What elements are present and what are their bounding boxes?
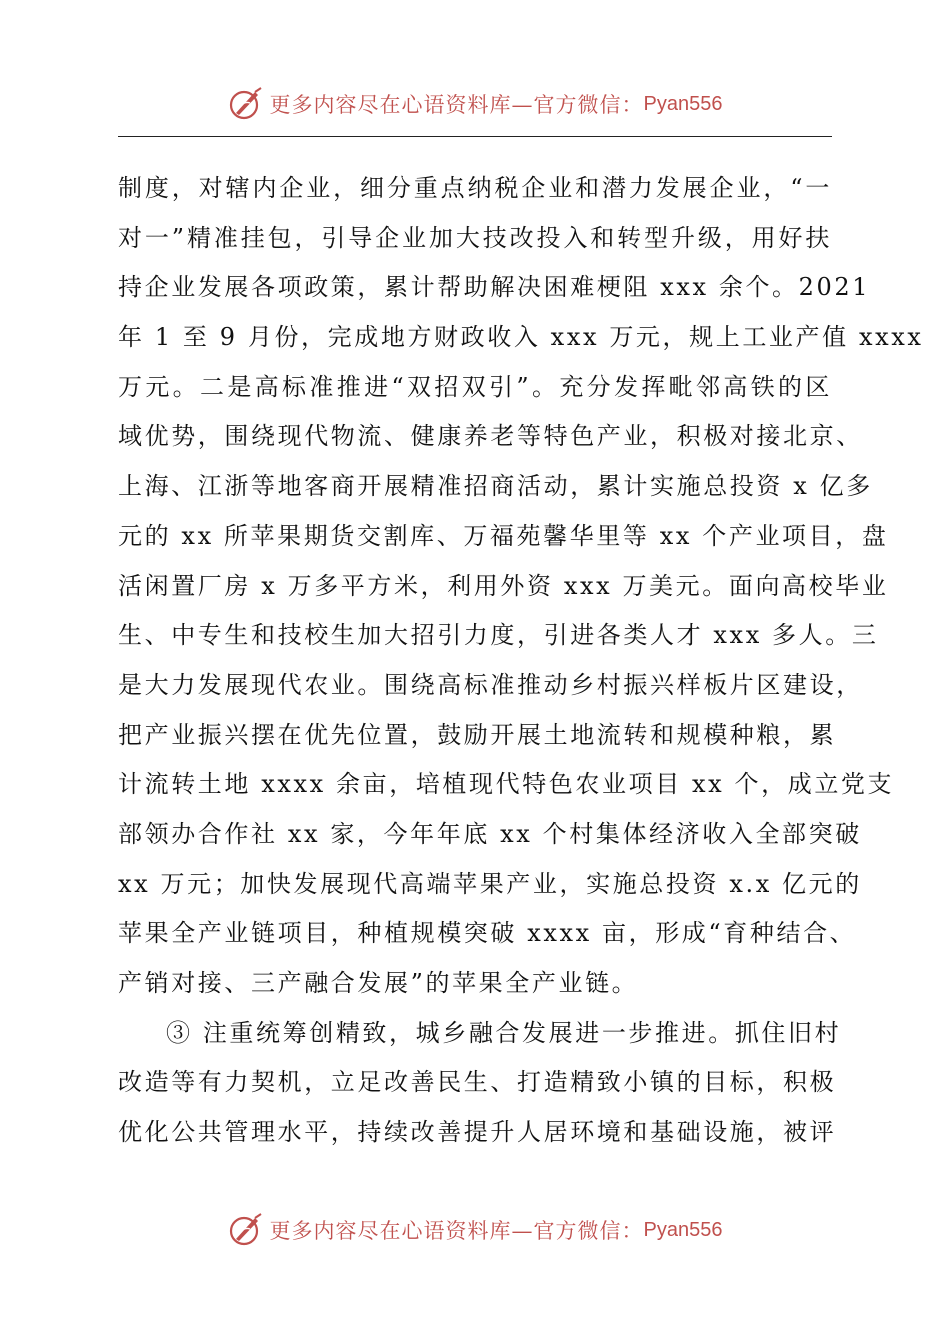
text-line: 制度，对辖内企业，细分重点纳税企业和潜力发展企业，“一 [118, 174, 832, 202]
text-line: 是大力发展现代农业。围绕高标准推动乡村振兴样板片区建设， [118, 670, 863, 699]
text-line: 持企业发展各项政策，累计帮助解决困难梗阻 xxx 余个。2021 [118, 273, 871, 302]
header-banner [0, 84, 950, 124]
text-line: xx 万元；加快发展现代高端苹果产业，实施总投资 x.x 亿元的 [118, 869, 862, 898]
text-line: 产销对接、三产融合发展”的苹果全产业链。 [118, 969, 639, 997]
text-line: 域优势，围绕现代物流、健康养老等特色产业，积极对接北京、 [118, 422, 863, 451]
text-line: 把产业振兴摆在优先位置，鼓励开展土地流转和规模种粮，累 [118, 720, 837, 749]
banner-text: 更多内容尽在心语资料库—官方微信： [269, 1219, 644, 1243]
quill-logo-icon [228, 86, 264, 122]
text-line: 上海、江浙等地客商开展精准招商活动，累计实施总投资 x 亿多 [118, 472, 873, 501]
text-line: 活闲置厂房 x 万多平方米，利用外资 xxx 万美元。面向高校毕业 [118, 571, 889, 600]
text-line: 万元。二是高标准推进“双招双引”。充分发挥毗邻高铁的区 [118, 372, 832, 401]
wechat-id: Pyan556 [643, 92, 723, 115]
header-rule [118, 136, 832, 137]
text-line: 元的 xx 所苹果期货交割库、万福苑馨华里等 xx 个产业项目，盘 [118, 521, 889, 550]
quill-logo-icon [228, 1212, 264, 1248]
document-body [118, 164, 924, 1158]
text-line: 计流转土地 xxxx 余亩，培植现代特色农业项目 xx 个，成立党支 [118, 770, 895, 799]
text-line: 生、中专生和技校生加大招引力度，引进各类人才 xxx 多人。三 [118, 621, 879, 650]
text-line: 对一”精准挂包，引导企业加大技改投入和转型升级，用好扶 [118, 223, 832, 252]
text-line: 部领办合作社 xx 家，今年年底 xx 个村集体经济收入全部突破 [118, 819, 862, 848]
text-line: 优化公共管理水平，持续改善提升人居环境和基础设施，被评 [118, 1118, 837, 1147]
banner-text: 更多内容尽在心语资料库—官方微信： [269, 93, 644, 117]
text-line: 年 1 至 9 月份，完成地方财政收入 xxx 万元，规上工业产值 xxxx [118, 323, 924, 352]
footer-banner [0, 1210, 950, 1250]
text-line: 苹果全产业链项目，种植规模突破 xxxx 亩，形成“育种结合、 [118, 919, 857, 948]
text-line: 改造等有力契机，立足改善民生、打造精致小镇的目标，积极 [118, 1068, 837, 1097]
wechat-id: Pyan556 [643, 1218, 723, 1241]
text-line: ③ 注重统筹创精致，城乡融合发展进一步推进。抓住旧村 [166, 1018, 842, 1047]
